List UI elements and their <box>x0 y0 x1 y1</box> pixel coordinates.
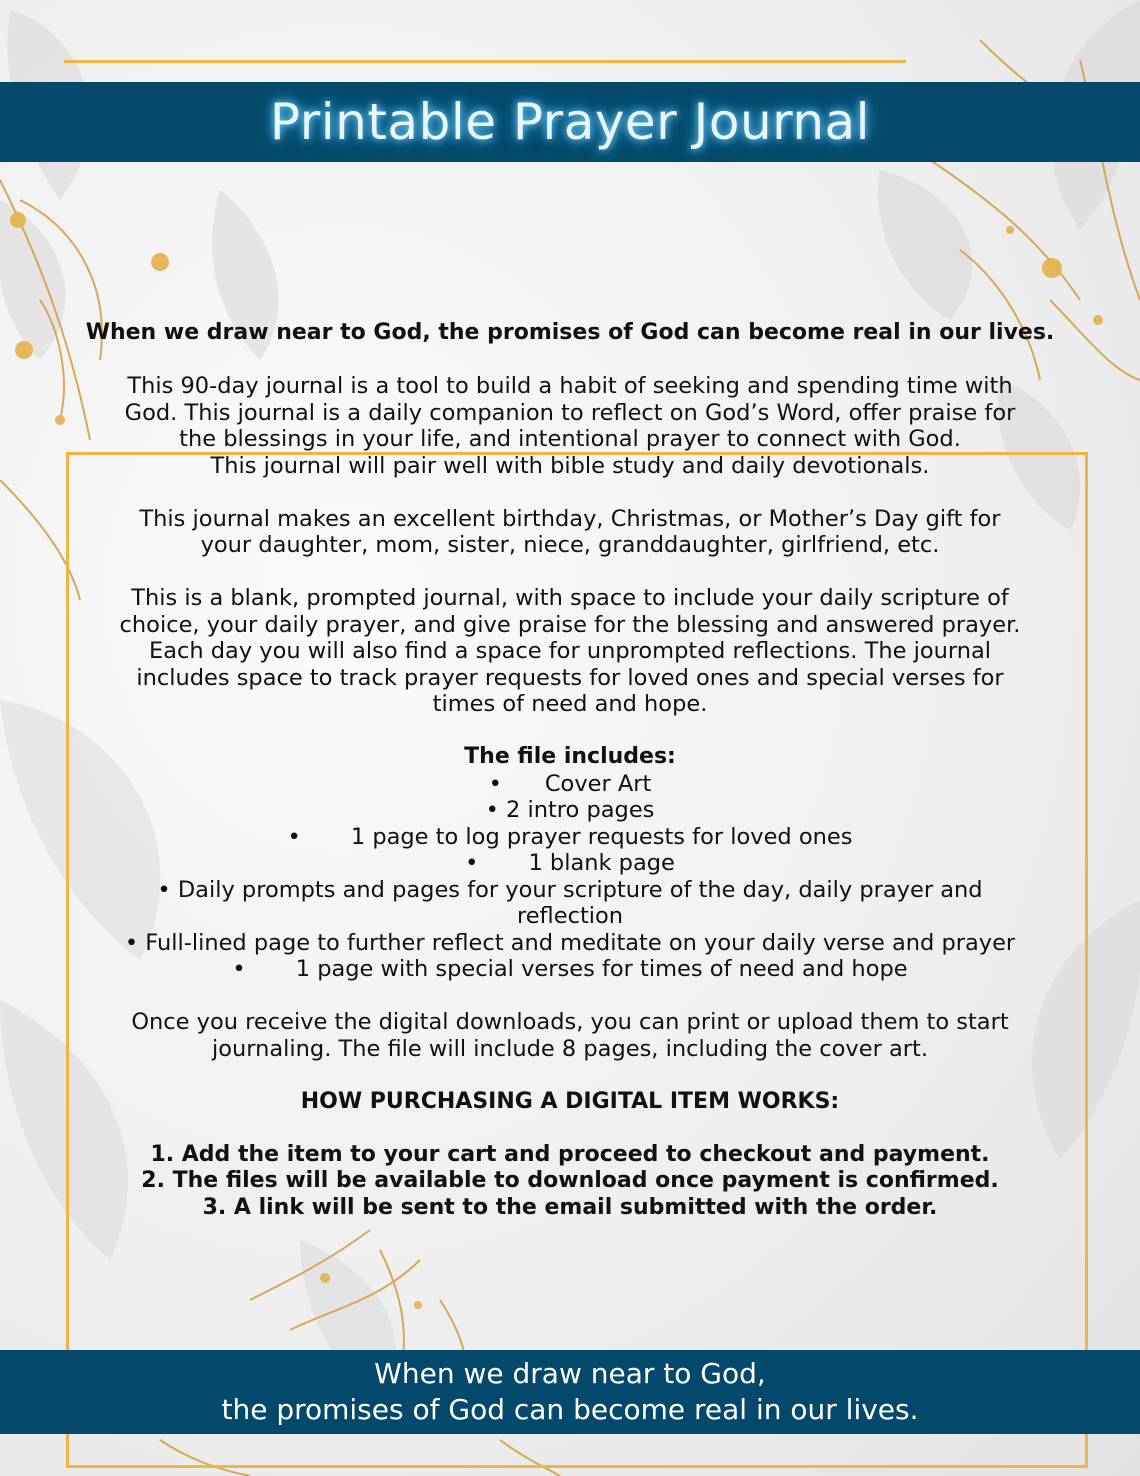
includes-item: • 1 blank page <box>465 850 675 876</box>
download-paragraph <box>70 1009 1070 1062</box>
intro-headline: When we draw near to God, the promises of God can become real in our lives. <box>85 320 1055 345</box>
includes-heading: The file includes: <box>464 744 676 769</box>
includes-item: • Full-lined page to further reflect and meditate on your daily verse and prayer <box>124 929 1016 956</box>
details-line: includes space to track prayer requests for loved ones and special verses for <box>136 664 1004 691</box>
includes-item: • 1 page with special verses for times of need and hope <box>232 956 908 982</box>
includes-section <box>70 744 1070 983</box>
download-line: journaling. The file will include 8 pages, including the cover art. <box>211 1035 929 1062</box>
details-line: Each day you will also find a space for unprompted reflections. The journal <box>148 638 992 664</box>
download-line: Once you receive the digital downloads, you can print or upload them to start <box>131 1009 1009 1035</box>
purchase-step: 1. Add the item to your cart and proceed to checkout and payment. <box>150 1141 990 1167</box>
description-line: This journal will pair well with bible study and daily devotionals. <box>210 452 930 479</box>
description-line: This 90-day journal is a tool to build a habit of seeking and spending time with <box>127 373 1013 399</box>
gift-line: This journal makes an excellent birthday, Christmas, or Mother’s Day gift for <box>139 505 1001 532</box>
description-line: God. This journal is a daily companion to reflect on God’s Word, offer praise for <box>124 399 1016 426</box>
includes-item: • Daily prompts and pages for your scripture of the day, daily prayer and <box>157 876 983 903</box>
includes-item: reflection <box>516 903 624 929</box>
purchase-step: 3. A link will be sent to the email submitted with the order. <box>202 1194 938 1220</box>
includes-item: • 2 intro pages <box>485 797 655 823</box>
gift-paragraph <box>70 506 1070 559</box>
footer-quote-line: the promises of God can become real in our lives. <box>221 1393 919 1426</box>
details-paragraph <box>70 585 1070 718</box>
description-body <box>70 320 1070 1221</box>
purchase-section <box>70 1089 1070 1222</box>
details-line: choice, your daily prayer, and give praise for the blessing and answered prayer. <box>119 611 1021 638</box>
includes-item: • 1 page to log prayer requests for loved ones <box>287 823 853 850</box>
description-paragraph <box>70 373 1070 479</box>
details-line: This is a blank, prompted journal, with space to include your daily scripture of <box>131 585 1009 611</box>
purchase-heading: HOW PURCHASING A DIGITAL ITEM WORKS: <box>300 1088 840 1114</box>
purchase-step: 2. The files will be available to download once payment is confirmed. <box>141 1168 999 1193</box>
gift-line: your daughter, mom, sister, niece, granddaughter, girlfriend, etc. <box>200 532 940 558</box>
top-gold-rule <box>64 60 906 63</box>
description-line: the blessings in your life, and intentional prayer to connect with God. <box>179 426 961 452</box>
details-line: times of need and hope. <box>432 691 708 717</box>
header-banner <box>0 82 1140 162</box>
page-title: Printable Prayer Journal <box>269 93 871 151</box>
includes-item: • Cover Art <box>488 770 652 797</box>
footer-banner <box>0 1350 1140 1434</box>
footer-quote-line: When we draw near to God, <box>374 1357 766 1390</box>
